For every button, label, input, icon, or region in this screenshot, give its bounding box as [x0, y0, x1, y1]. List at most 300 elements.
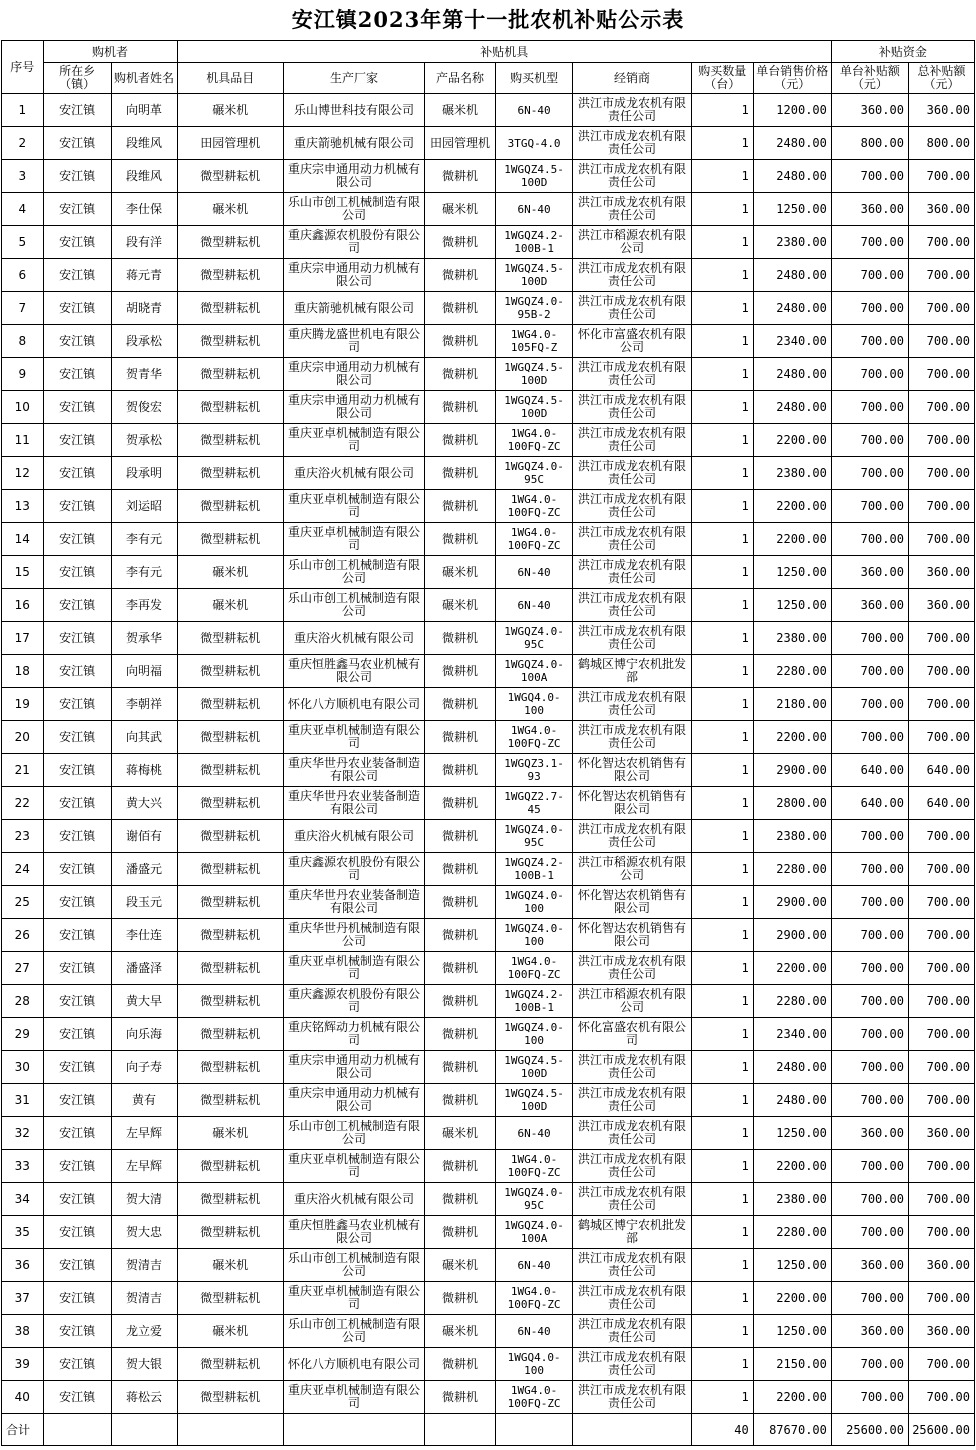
- cell-seq: 2: [2, 127, 44, 160]
- cell-total-subsidy: 700.00: [908, 1051, 974, 1084]
- cell-model: 1WG4.0-100FQ-ZC: [496, 1381, 573, 1414]
- cell-product: 微耕机: [425, 820, 496, 853]
- cell-seq: 40: [2, 1381, 44, 1414]
- cell-unit-subsidy: 700.00: [831, 985, 908, 1018]
- cell-dealer: 洪江市成龙农机有限责任公司: [573, 1084, 692, 1117]
- cell-town: 安江镇: [43, 853, 111, 886]
- cell-seq: 36: [2, 1249, 44, 1282]
- cell-town: 安江镇: [43, 952, 111, 985]
- cell-product: 碾米机: [425, 94, 496, 127]
- cell-seq: 29: [2, 1018, 44, 1051]
- cell-qty: 1: [691, 1084, 753, 1117]
- cell-qty: 1: [691, 259, 753, 292]
- cell-seq: 17: [2, 622, 44, 655]
- cell-maker: 重庆亚卓机械制造有限公司: [284, 1150, 425, 1183]
- cell-price: 2800.00: [753, 787, 831, 820]
- totals-label: 合计: [2, 1414, 44, 1446]
- cell-price: 1250.00: [753, 193, 831, 226]
- cell-category: 碾米机: [177, 1249, 284, 1282]
- cell-town: 安江镇: [43, 94, 111, 127]
- cell-unit-subsidy: 700.00: [831, 886, 908, 919]
- cell-maker: 重庆亚卓机械制造有限公司: [284, 1381, 425, 1414]
- cell-total-subsidy: 360.00: [908, 1117, 974, 1150]
- cell-maker: 重庆宗申通用动力机械有限公司: [284, 1084, 425, 1117]
- cell-category: 微型耕耘机: [177, 1150, 284, 1183]
- cell-qty: 1: [691, 160, 753, 193]
- table-row: [2, 721, 975, 754]
- cell-buyer-name: 贺俊宏: [111, 391, 177, 424]
- cell-buyer-name: 潘盛泽: [111, 952, 177, 985]
- cell-total-subsidy: 640.00: [908, 787, 974, 820]
- cell-qty: 1: [691, 391, 753, 424]
- cell-unit-subsidy: 700.00: [831, 820, 908, 853]
- cell-product: 微耕机: [425, 391, 496, 424]
- cell-product: 碾米机: [425, 589, 496, 622]
- cell-maker: 乐山市创工机械制造有限公司: [284, 589, 425, 622]
- cell-unit-subsidy: 700.00: [831, 952, 908, 985]
- cell-seq: 35: [2, 1216, 44, 1249]
- cell-buyer-name: 段维风: [111, 127, 177, 160]
- cell-unit-subsidy: 360.00: [831, 1315, 908, 1348]
- cell-product: 微耕机: [425, 919, 496, 952]
- cell-dealer: 洪江市成龙农机有限责任公司: [573, 1150, 692, 1183]
- cell-qty: 1: [691, 589, 753, 622]
- cell-category: 微型耕耘机: [177, 688, 284, 721]
- header-qty: 购买数量（台）: [691, 63, 753, 94]
- cell-seq: 19: [2, 688, 44, 721]
- table-row: [2, 820, 975, 853]
- cell-total-subsidy: 700.00: [908, 1018, 974, 1051]
- cell-maker: 怀化八方顺机电有限公司: [284, 1348, 425, 1381]
- cell-buyer-name: 李朝祥: [111, 688, 177, 721]
- cell-product: 微耕机: [425, 1381, 496, 1414]
- cell-maker: 重庆宗申通用动力机械有限公司: [284, 259, 425, 292]
- cell-product: 微耕机: [425, 622, 496, 655]
- cell-price: 2480.00: [753, 391, 831, 424]
- cell-price: 2480.00: [753, 358, 831, 391]
- cell-maker: 重庆亚卓机械制造有限公司: [284, 721, 425, 754]
- cell-total-subsidy: 700.00: [908, 985, 974, 1018]
- cell-buyer-name: 贺青华: [111, 358, 177, 391]
- cell-total-subsidy: 700.00: [908, 1150, 974, 1183]
- cell-maker: 重庆腾龙盛世机电有限公司: [284, 325, 425, 358]
- cell-town: 安江镇: [43, 490, 111, 523]
- cell-maker: 重庆亚卓机械制造有限公司: [284, 952, 425, 985]
- cell-total-subsidy: 700.00: [908, 490, 974, 523]
- cell-dealer: 洪江市成龙农机有限责任公司: [573, 490, 692, 523]
- cell-buyer-name: 贺承华: [111, 622, 177, 655]
- cell-buyer-name: 贺清吉: [111, 1249, 177, 1282]
- cell-maker: 重庆浴火机械有限公司: [284, 1183, 425, 1216]
- table-row: [2, 160, 975, 193]
- cell-category: 微型耕耘机: [177, 490, 284, 523]
- cell-model: 1WGQZ4.0-95C: [496, 457, 573, 490]
- cell-unit-subsidy: 700.00: [831, 391, 908, 424]
- cell-total-subsidy: 700.00: [908, 457, 974, 490]
- cell-qty: 1: [691, 127, 753, 160]
- cell-product: 微耕机: [425, 1183, 496, 1216]
- cell-unit-subsidy: 700.00: [831, 919, 908, 952]
- cell-product: 微耕机: [425, 1051, 496, 1084]
- cell-model: 1WGQZ4.0-100: [496, 886, 573, 919]
- cell-product: 微耕机: [425, 787, 496, 820]
- header-product: 产品名称: [425, 63, 496, 94]
- header-total-subsidy: 总补贴额（元）: [908, 63, 974, 94]
- cell-qty: 1: [691, 1315, 753, 1348]
- table-row: [2, 754, 975, 787]
- cell-town: 安江镇: [43, 523, 111, 556]
- cell-seq: 24: [2, 853, 44, 886]
- cell-unit-subsidy: 360.00: [831, 1249, 908, 1282]
- subsidy-table: [1, 40, 975, 1446]
- cell-qty: 1: [691, 1282, 753, 1315]
- table-row: [2, 424, 975, 457]
- cell-product: 微耕机: [425, 523, 496, 556]
- cell-unit-subsidy: 700.00: [831, 523, 908, 556]
- cell-product: 微耕机: [425, 754, 496, 787]
- cell-total-subsidy: 700.00: [908, 721, 974, 754]
- cell-unit-subsidy: 700.00: [831, 259, 908, 292]
- cell-seq: 18: [2, 655, 44, 688]
- cell-dealer: 怀化富盛农机有限公司: [573, 1018, 692, 1051]
- header-price: 单台销售价格（元）: [753, 63, 831, 94]
- cell-town: 安江镇: [43, 919, 111, 952]
- cell-seq: 33: [2, 1150, 44, 1183]
- cell-model: 1WG4.0-100FQ-ZC: [496, 952, 573, 985]
- cell-unit-subsidy: 360.00: [831, 94, 908, 127]
- cell-maker: 重庆箭驰机械有限公司: [284, 292, 425, 325]
- cell-category: 碾米机: [177, 94, 284, 127]
- table-row: [2, 952, 975, 985]
- cell-total-subsidy: 700.00: [908, 1183, 974, 1216]
- cell-buyer-name: 蒋元青: [111, 259, 177, 292]
- cell-unit-subsidy: 700.00: [831, 160, 908, 193]
- cell-qty: 1: [691, 1381, 753, 1414]
- cell-dealer: 洪江市成龙农机有限责任公司: [573, 622, 692, 655]
- cell-seq: 8: [2, 325, 44, 358]
- cell-dealer: 洪江市成龙农机有限责任公司: [573, 160, 692, 193]
- cell-model: 3TGQ-4.0: [496, 127, 573, 160]
- cell-maker: 重庆华世丹农业装备制造有限公司: [284, 787, 425, 820]
- cell-category: 微型耕耘机: [177, 952, 284, 985]
- cell-qty: 1: [691, 985, 753, 1018]
- cell-town: 安江镇: [43, 1315, 111, 1348]
- cell-seq: 7: [2, 292, 44, 325]
- cell-product: 微耕机: [425, 1216, 496, 1249]
- cell-model: 6N-40: [496, 94, 573, 127]
- cell-model: 1WG4.0-100FQ-ZC: [496, 721, 573, 754]
- cell-price: 2200.00: [753, 424, 831, 457]
- cell-category: 微型耕耘机: [177, 325, 284, 358]
- cell-total-subsidy: 700.00: [908, 292, 974, 325]
- cell-unit-subsidy: 640.00: [831, 787, 908, 820]
- cell-product: 碾米机: [425, 193, 496, 226]
- cell-buyer-name: 段玉元: [111, 886, 177, 919]
- cell-category: 微型耕耘机: [177, 1051, 284, 1084]
- cell-model: 1WGQZ4.0-95C: [496, 1183, 573, 1216]
- cell-category: 微型耕耘机: [177, 622, 284, 655]
- cell-dealer: 洪江市成龙农机有限责任公司: [573, 292, 692, 325]
- header-machine-group: 补贴机具: [177, 41, 831, 63]
- cell-qty: 1: [691, 1216, 753, 1249]
- cell-model: 1WGQZ4.0-100: [496, 1018, 573, 1051]
- cell-buyer-name: 龙立爱: [111, 1315, 177, 1348]
- cell-town: 安江镇: [43, 820, 111, 853]
- cell-dealer: 怀化智达农机销售有限公司: [573, 754, 692, 787]
- cell-product: 微耕机: [425, 1084, 496, 1117]
- cell-unit-subsidy: 700.00: [831, 1051, 908, 1084]
- cell-price: 2380.00: [753, 1183, 831, 1216]
- table-row: [2, 1051, 975, 1084]
- cell-qty: 1: [691, 193, 753, 226]
- cell-town: 安江镇: [43, 787, 111, 820]
- cell-town: 安江镇: [43, 886, 111, 919]
- cell-seq: 26: [2, 919, 44, 952]
- cell-dealer: 洪江市成龙农机有限责任公司: [573, 358, 692, 391]
- cell-dealer: 洪江市成龙农机有限责任公司: [573, 127, 692, 160]
- cell-price: 2200.00: [753, 1282, 831, 1315]
- cell-price: 2480.00: [753, 259, 831, 292]
- cell-buyer-name: 贺大忠: [111, 1216, 177, 1249]
- cell-total-subsidy: 700.00: [908, 1282, 974, 1315]
- table-row: [2, 655, 975, 688]
- cell-buyer-name: 李再发: [111, 589, 177, 622]
- cell-model: 1WGQZ4.2-100B-1: [496, 985, 573, 1018]
- cell-maker: 重庆宗申通用动力机械有限公司: [284, 160, 425, 193]
- cell-qty: 1: [691, 820, 753, 853]
- cell-category: 微型耕耘机: [177, 1216, 284, 1249]
- cell-price: 1250.00: [753, 589, 831, 622]
- cell-unit-subsidy: 700.00: [831, 1183, 908, 1216]
- cell-category: 微型耕耘机: [177, 1282, 284, 1315]
- table-row: [2, 787, 975, 820]
- cell-product: 微耕机: [425, 490, 496, 523]
- cell-town: 安江镇: [43, 688, 111, 721]
- cell-total-subsidy: 640.00: [908, 754, 974, 787]
- cell-seq: 3: [2, 160, 44, 193]
- cell-price: 2200.00: [753, 1381, 831, 1414]
- cell-model: 1WG4.0-100FQ-ZC: [496, 490, 573, 523]
- cell-town: 安江镇: [43, 391, 111, 424]
- cell-seq: 30: [2, 1051, 44, 1084]
- cell-seq: 37: [2, 1282, 44, 1315]
- cell-town: 安江镇: [43, 556, 111, 589]
- cell-seq: 4: [2, 193, 44, 226]
- cell-seq: 6: [2, 259, 44, 292]
- cell-total-subsidy: 700.00: [908, 523, 974, 556]
- cell-category: 微型耕耘机: [177, 1018, 284, 1051]
- cell-category: 微型耕耘机: [177, 523, 284, 556]
- cell-product: 微耕机: [425, 160, 496, 193]
- cell-unit-subsidy: 800.00: [831, 127, 908, 160]
- cell-product: 微耕机: [425, 292, 496, 325]
- cell-price: 2150.00: [753, 1348, 831, 1381]
- totals-row: [2, 1414, 975, 1446]
- cell-seq: 25: [2, 886, 44, 919]
- cell-price: 1250.00: [753, 556, 831, 589]
- cell-model: 1WGQZ4.5-100D: [496, 1084, 573, 1117]
- cell-maker: 重庆亚卓机械制造有限公司: [284, 523, 425, 556]
- cell-seq: 13: [2, 490, 44, 523]
- cell-total-subsidy: 700.00: [908, 1084, 974, 1117]
- cell-model: 1WG4.0-105FQ-Z: [496, 325, 573, 358]
- table-row: [2, 919, 975, 952]
- cell-dealer: 洪江市稻源农机有限公司: [573, 853, 692, 886]
- cell-maker: 重庆宗申通用动力机械有限公司: [284, 1051, 425, 1084]
- cell-town: 安江镇: [43, 424, 111, 457]
- cell-town: 安江镇: [43, 1249, 111, 1282]
- cell-dealer: 怀化智达农机销售有限公司: [573, 787, 692, 820]
- cell-total-subsidy: 360.00: [908, 94, 974, 127]
- cell-dealer: 洪江市成龙农机有限责任公司: [573, 1117, 692, 1150]
- cell-unit-subsidy: 700.00: [831, 622, 908, 655]
- cell-model: 6N-40: [496, 1249, 573, 1282]
- cell-model: 1WGQ4.0-100: [496, 1348, 573, 1381]
- cell-maker: 重庆鑫源农机股份有限公司: [284, 226, 425, 259]
- cell-unit-subsidy: 700.00: [831, 1216, 908, 1249]
- cell-maker: 乐山市创工机械制造有限公司: [284, 1315, 425, 1348]
- cell-qty: 1: [691, 655, 753, 688]
- cell-price: 1250.00: [753, 1315, 831, 1348]
- cell-unit-subsidy: 700.00: [831, 490, 908, 523]
- cell-seq: 38: [2, 1315, 44, 1348]
- cell-model: 6N-40: [496, 1117, 573, 1150]
- cell-model: 1WGQZ4.5-100D: [496, 259, 573, 292]
- cell-dealer: 鹤城区博宁农机批发部: [573, 1216, 692, 1249]
- cell-seq: 15: [2, 556, 44, 589]
- cell-model: 1WGQZ3.1-93: [496, 754, 573, 787]
- cell-total-subsidy: 700.00: [908, 655, 974, 688]
- table-row: [2, 193, 975, 226]
- cell-price: 2480.00: [753, 292, 831, 325]
- table-header: [2, 41, 975, 94]
- cell-product: 微耕机: [425, 688, 496, 721]
- cell-unit-subsidy: 360.00: [831, 1117, 908, 1150]
- cell-buyer-name: 李有元: [111, 523, 177, 556]
- cell-price: 2200.00: [753, 952, 831, 985]
- cell-category: 微型耕耘机: [177, 721, 284, 754]
- table-row: [2, 1381, 975, 1414]
- cell-dealer: 洪江市成龙农机有限责任公司: [573, 589, 692, 622]
- cell-qty: 1: [691, 1249, 753, 1282]
- cell-town: 安江镇: [43, 1117, 111, 1150]
- cell-category: 微型耕耘机: [177, 1084, 284, 1117]
- header-buyer-name: 购机者姓名: [111, 63, 177, 94]
- cell-buyer-name: 胡晓青: [111, 292, 177, 325]
- cell-total-subsidy: 700.00: [908, 853, 974, 886]
- header-maker: 生产厂家: [284, 63, 425, 94]
- cell-dealer: 洪江市成龙农机有限责任公司: [573, 1381, 692, 1414]
- cell-product: 微耕机: [425, 655, 496, 688]
- cell-price: 2380.00: [753, 226, 831, 259]
- cell-buyer-name: 黄大早: [111, 985, 177, 1018]
- cell-model: 1WG4.0-100FQ-ZC: [496, 523, 573, 556]
- cell-product: 微耕机: [425, 1018, 496, 1051]
- cell-buyer-name: 左早辉: [111, 1117, 177, 1150]
- table-row: [2, 622, 975, 655]
- cell-category: 碾米机: [177, 1117, 284, 1150]
- cell-maker: 重庆鑫源农机股份有限公司: [284, 985, 425, 1018]
- cell-unit-subsidy: 360.00: [831, 589, 908, 622]
- cell-town: 安江镇: [43, 622, 111, 655]
- cell-price: 2280.00: [753, 985, 831, 1018]
- table-row: [2, 1282, 975, 1315]
- cell-town: 安江镇: [43, 1348, 111, 1381]
- cell-category: 微型耕耘机: [177, 259, 284, 292]
- cell-maker: 重庆华世丹农业装备制造有限公司: [284, 886, 425, 919]
- cell-product: 微耕机: [425, 358, 496, 391]
- cell-qty: 1: [691, 754, 753, 787]
- cell-price: 2480.00: [753, 1051, 831, 1084]
- cell-total-subsidy: 800.00: [908, 127, 974, 160]
- cell-total-subsidy: 700.00: [908, 688, 974, 721]
- cell-price: 2900.00: [753, 919, 831, 952]
- cell-product: 微耕机: [425, 886, 496, 919]
- cell-qty: 1: [691, 721, 753, 754]
- table-row: [2, 226, 975, 259]
- cell-maker: 重庆箭驰机械有限公司: [284, 127, 425, 160]
- cell-town: 安江镇: [43, 358, 111, 391]
- table-row: [2, 985, 975, 1018]
- cell-category: 微型耕耘机: [177, 655, 284, 688]
- cell-seq: 9: [2, 358, 44, 391]
- cell-seq: 1: [2, 94, 44, 127]
- cell-dealer: 洪江市成龙农机有限责任公司: [573, 523, 692, 556]
- cell-seq: 20: [2, 721, 44, 754]
- cell-total-subsidy: 360.00: [908, 556, 974, 589]
- table-row: [2, 523, 975, 556]
- cell-category: 微型耕耘机: [177, 886, 284, 919]
- cell-total-subsidy: 700.00: [908, 886, 974, 919]
- cell-unit-subsidy: 700.00: [831, 688, 908, 721]
- cell-qty: 1: [691, 490, 753, 523]
- cell-maker: 乐山博世科技有限公司: [284, 94, 425, 127]
- cell-category: 田园管理机: [177, 127, 284, 160]
- cell-category: 微型耕耘机: [177, 226, 284, 259]
- cell-qty: 1: [691, 688, 753, 721]
- cell-qty: 1: [691, 1183, 753, 1216]
- cell-product: 微耕机: [425, 259, 496, 292]
- cell-maker: 重庆宗申通用动力机械有限公司: [284, 391, 425, 424]
- cell-total-subsidy: 360.00: [908, 589, 974, 622]
- cell-product: 碾米机: [425, 1249, 496, 1282]
- table-row: [2, 325, 975, 358]
- cell-unit-subsidy: 700.00: [831, 325, 908, 358]
- cell-category: 微型耕耘机: [177, 358, 284, 391]
- cell-dealer: 洪江市成龙农机有限责任公司: [573, 391, 692, 424]
- cell-qty: 1: [691, 1051, 753, 1084]
- cell-buyer-name: 刘运昭: [111, 490, 177, 523]
- cell-unit-subsidy: 700.00: [831, 424, 908, 457]
- cell-unit-subsidy: 360.00: [831, 193, 908, 226]
- cell-buyer-name: 李仕连: [111, 919, 177, 952]
- totals-empty: [496, 1414, 573, 1446]
- cell-model: 6N-40: [496, 589, 573, 622]
- cell-buyer-name: 黄大兴: [111, 787, 177, 820]
- cell-buyer-name: 蒋梅桃: [111, 754, 177, 787]
- cell-unit-subsidy: 700.00: [831, 1348, 908, 1381]
- table-row: [2, 259, 975, 292]
- cell-total-subsidy: 700.00: [908, 1381, 974, 1414]
- cell-total-subsidy: 700.00: [908, 391, 974, 424]
- cell-model: 1WG4.0-100FQ-ZC: [496, 424, 573, 457]
- cell-buyer-name: 段承松: [111, 325, 177, 358]
- cell-town: 安江镇: [43, 193, 111, 226]
- table-row: [2, 853, 975, 886]
- cell-model: 6N-40: [496, 556, 573, 589]
- table-row: [2, 1018, 975, 1051]
- cell-buyer-name: 向子寿: [111, 1051, 177, 1084]
